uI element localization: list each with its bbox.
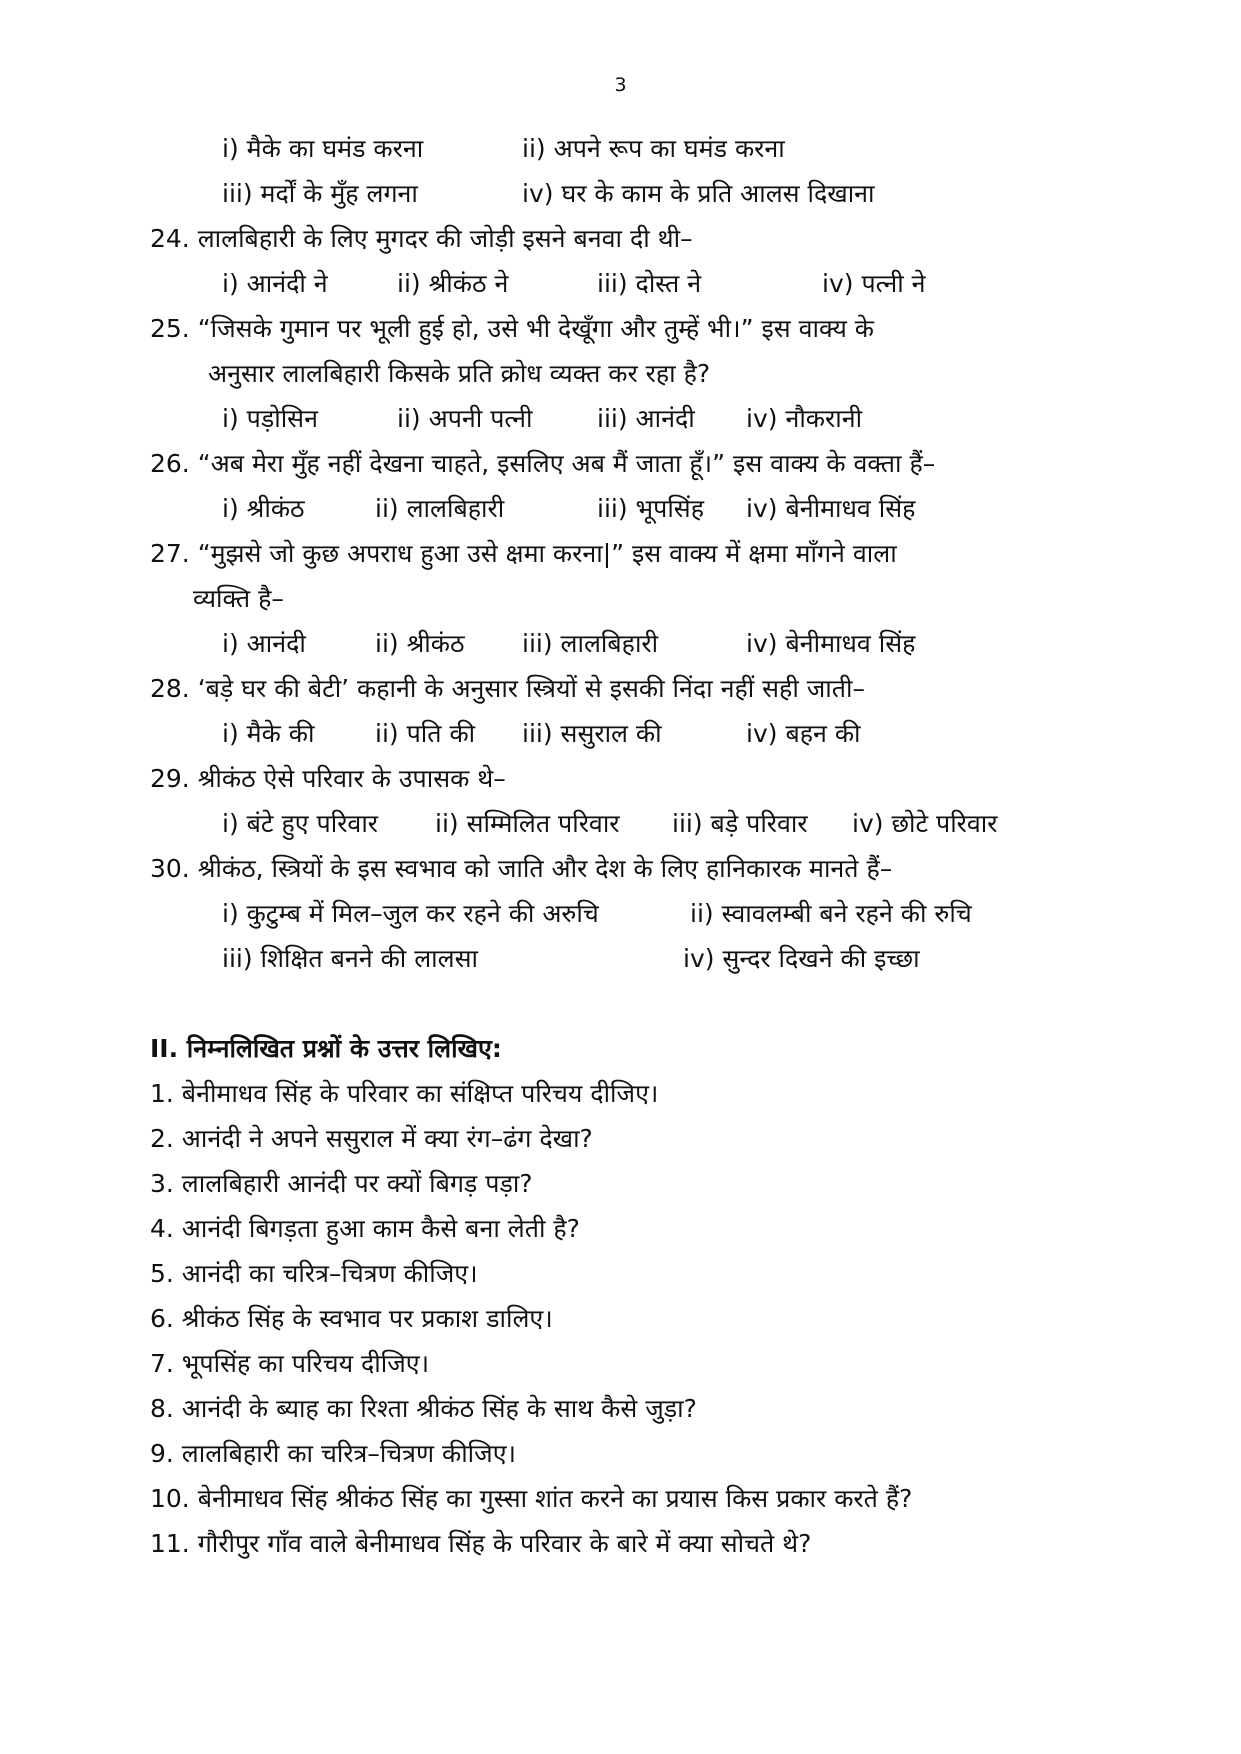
q30-option-3: iii) शिक्षित बनने की लालसा <box>222 944 478 973</box>
q27-option-1: i) आनंदी <box>222 629 306 658</box>
q25-option-4: iv) नौकरानी <box>746 404 863 433</box>
q27-question-line2: व्यक्ति है– <box>193 584 284 613</box>
q23-option-1: i) मैके का घमंड करना <box>222 134 424 163</box>
q24-option-1: i) आनंदी ने <box>222 269 328 298</box>
q26-option-4: iv) बेनीमाधव सिंह <box>746 494 916 523</box>
q28-option-2: ii) पति की <box>375 719 476 748</box>
q28-option-1: i) मैके की <box>222 719 315 748</box>
q26-question: 26. “अब मेरा मुँह नहीं देखना चाहते, इसलिए अब मैं जाता हूँ।” इस वाक्य के वक्ता हैं– <box>150 449 936 478</box>
q28-option-3: iii) ससुराल की <box>522 719 662 748</box>
q26-option-1: i) श्रीकंठ <box>222 494 305 523</box>
q30-question: 30. श्रीकंठ, स्त्रियों के इस स्वभाव को जाति और देश के लिए हानिकारक मानते हैं– <box>150 854 893 883</box>
q23-option-2: ii) अपने रूप का घमंड करना <box>522 134 785 163</box>
section-2-question: 9. लालबिहारी का चरित्र–चित्रण कीजिए। <box>150 1439 516 1468</box>
section-2-question: 4. आनंदी बिगड़ता हुआ काम कैसे बना लेती है? <box>150 1214 580 1243</box>
q23-option-4: iv) घर के काम के प्रति आलस दिखाना <box>522 179 875 208</box>
q27-option-4: iv) बेनीमाधव सिंह <box>746 629 916 658</box>
q27-option-2: ii) श्रीकंठ <box>375 629 465 658</box>
q25-question-line1: 25. “जिसके गुमान पर भूली हुई हो, उसे भी देखूँगा और तुम्हें भी।” इस वाक्य के <box>150 314 874 343</box>
section-2-question: 1. बेनीमाधव सिंह के परिवार का संक्षिप्त परिचय दीजिए। <box>150 1079 659 1108</box>
section-2-question: 7. भूपसिंह का परिचय दीजिए। <box>150 1349 430 1378</box>
q27-option-3: iii) लालबिहारी <box>522 629 659 658</box>
q29-option-1: i) बंटे हुए परिवार <box>222 809 379 838</box>
q25-question-line2: अनुसार लालबिहारी किसके प्रति क्रोध व्यक्त कर रहा है? <box>208 359 711 388</box>
q28-question: 28. ‘बड़े घर की बेटी’ कहानी के अनुसार स्त्रियों से इसकी निंदा नहीं सही जाती– <box>150 674 866 703</box>
q28-option-4: iv) बहन की <box>746 719 861 748</box>
q30-option-2: ii) स्वावलम्बी बने रहने की रुचि <box>690 899 972 928</box>
q29-option-4: iv) छोटे परिवार <box>852 809 998 838</box>
q30-option-4: iv) सुन्दर दिखने की इच्छा <box>683 944 920 973</box>
page-number: 3 <box>614 74 627 96</box>
q29-question: 29. श्रीकंठ ऐसे परिवार के उपासक थे– <box>150 764 506 793</box>
q25-option-2: ii) अपनी पत्नी <box>397 404 533 433</box>
q30-option-1: i) कुटुम्ब में मिल–जुल कर रहने की अरुचि <box>222 899 599 928</box>
q24-option-4: iv) पत्नी ने <box>822 269 926 298</box>
section-2-question: 11. गौरीपुर गाँव वाले बेनीमाधव सिंह के परिवार के बारे में क्या सोचते थे? <box>150 1529 812 1558</box>
section-2-question: 2. आनंदी ने अपने ससुराल में क्या रंग–ढंग देखा? <box>150 1124 593 1153</box>
section-2-question: 3. लालबिहारी आनंदी पर क्यों बिगड़ पड़ा? <box>150 1169 533 1198</box>
q23-option-3: iii) मर्दों के मुँह लगना <box>222 179 418 208</box>
q27-question-line1: 27. “मुझसे जो कुछ अपराध हुआ उसे क्षमा करना|” इस वाक्य में क्षमा माँगने वाला <box>150 539 897 568</box>
q24-question: 24. लालबिहारी के लिए मुगदर की जोड़ी इसने बनवा दी थी– <box>150 224 693 253</box>
q26-option-2: ii) लालबिहारी <box>375 494 505 523</box>
q29-option-2: ii) सम्मिलित परिवार <box>435 809 620 838</box>
q29-option-3: iii) बड़े परिवार <box>672 809 808 838</box>
section-2-question: 5. आनंदी का चरित्र–चित्रण कीजिए। <box>150 1259 478 1288</box>
q25-option-1: i) पड़ोसिन <box>222 404 318 433</box>
q26-option-3: iii) भूपसिंह <box>597 494 704 523</box>
q24-option-2: ii) श्रीकंठ ने <box>397 269 509 298</box>
q25-option-3: iii) आनंदी <box>597 404 695 433</box>
section-2-question: 6. श्रीकंठ सिंह के स्वभाव पर प्रकाश डालिए। <box>150 1304 553 1333</box>
section-2-heading: II. निम्नलिखित प्रश्नों के उत्तर लिखिए: <box>150 1034 502 1063</box>
section-2-question: 8. आनंदी के ब्याह का रिश्ता श्रीकंठ सिंह के साथ कैसे जुड़ा? <box>150 1394 697 1423</box>
section-2-question: 10. बेनीमाधव सिंह श्रीकंठ सिंह का गुस्सा शांत करने का प्रयास किस प्रकार करते हैं? <box>150 1484 913 1513</box>
q24-option-3: iii) दोस्त ने <box>597 269 702 298</box>
